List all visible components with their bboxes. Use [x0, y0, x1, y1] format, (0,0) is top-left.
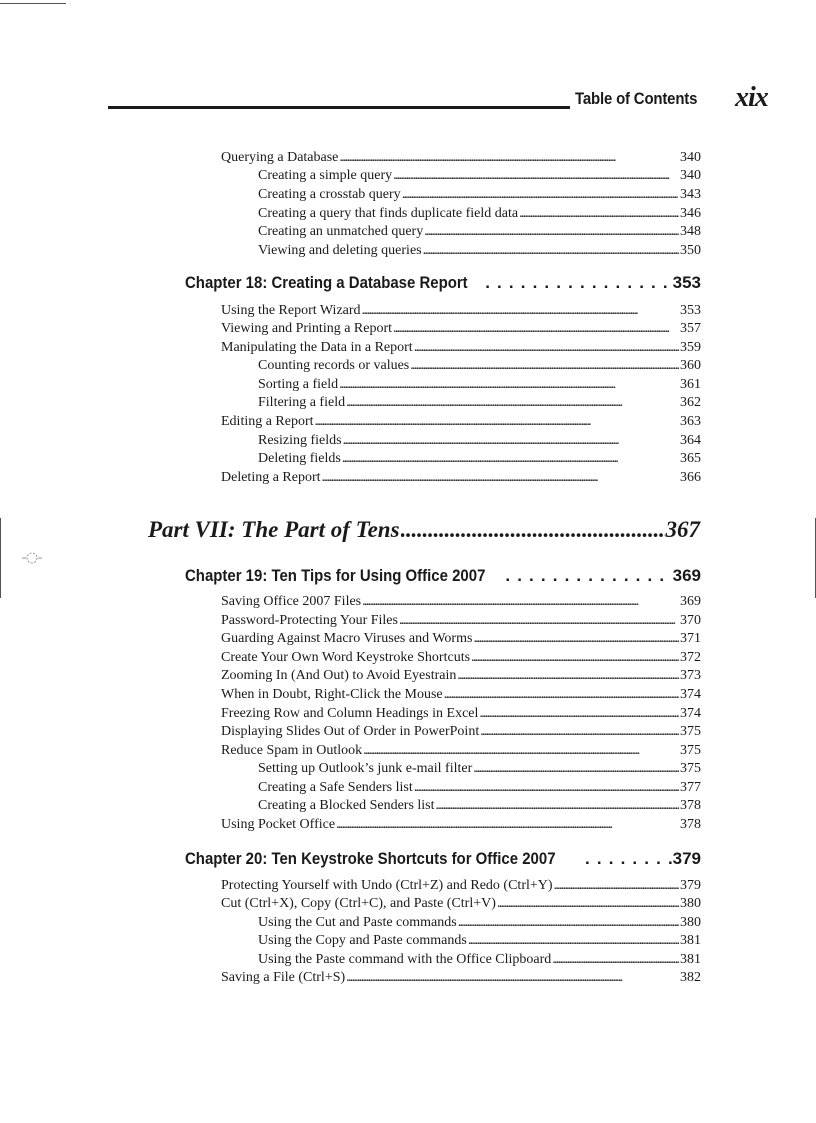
leader-dots — [471, 649, 679, 667]
toc-entry — [258, 450, 701, 468]
toc-entry-title: Manipulating the Data in a Report — [221, 340, 413, 355]
toc-page-number: 375 — [680, 724, 701, 739]
toc-page-number: 378 — [680, 798, 701, 813]
toc-page-number: 379 — [680, 878, 701, 893]
toc-entry-title: Filtering a field — [258, 395, 346, 410]
toc-page-number: 375 — [680, 743, 701, 758]
toc-entry-title: Creating a crosstab query — [258, 187, 401, 202]
chapter-page-number: 369 — [672, 566, 701, 585]
toc-entry-title: Using Pocket Office — [221, 817, 336, 832]
toc-entry-title: Using the Copy and Paste commands — [258, 933, 467, 948]
leader-dots — [479, 705, 679, 723]
leader-dots — [336, 816, 679, 834]
toc-entry — [258, 357, 701, 375]
toc-page-number: 370 — [680, 613, 701, 628]
toc-page-number: 382 — [680, 970, 701, 985]
toc-entry — [221, 413, 701, 431]
toc-page-number: 374 — [680, 706, 701, 721]
toc-entry — [258, 167, 701, 185]
part-page-number: 367 — [665, 517, 700, 542]
toc-entry-title: Resizing fields — [258, 433, 342, 448]
toc-page-number: 340 — [680, 168, 701, 183]
toc-entry-title: Editing a Report — [221, 414, 314, 429]
toc-entry — [221, 612, 701, 630]
toc-entry — [258, 760, 701, 778]
leader-dots — [393, 320, 679, 338]
toc-entry — [221, 630, 701, 648]
leader-dots — [519, 205, 679, 223]
toc-page-number: 346 — [680, 206, 701, 221]
leader-dots — [362, 593, 679, 611]
toc-page-number: 371 — [680, 631, 701, 646]
leader-dots — [552, 951, 679, 969]
toc-entry — [221, 320, 701, 338]
leader-dots — [410, 357, 679, 375]
part-title: Part VII: The Part of Tens — [148, 517, 400, 542]
toc-page-number: 359 — [680, 340, 701, 355]
toc-entry — [258, 797, 701, 815]
leader-dots — [423, 242, 679, 260]
leader-dots — [363, 742, 679, 760]
leader-dots — [497, 895, 679, 913]
toc-page-number: 364 — [680, 433, 701, 448]
toc-page-number: 361 — [680, 377, 701, 392]
toc-entry — [221, 895, 701, 913]
toc-entry-title: Saving a File (Ctrl+S) — [221, 970, 346, 985]
leader-dots — [402, 186, 679, 204]
leader-dots — [339, 149, 679, 167]
toc-page-number: 369 — [680, 594, 701, 609]
leader-dots — [457, 667, 679, 685]
toc-entry — [221, 593, 701, 611]
toc-entry-title: Creating a Safe Senders list — [258, 780, 413, 795]
toc-entry — [258, 951, 701, 969]
registration-mark-icon — [22, 548, 42, 568]
leader-dots — [436, 797, 679, 815]
leader-dots — [362, 302, 679, 320]
leader-dots — [468, 932, 679, 950]
toc-page-number: 363 — [680, 414, 701, 429]
leader-dots — [585, 848, 672, 870]
toc-entry — [221, 705, 701, 723]
toc-page-number: 343 — [680, 187, 701, 202]
toc-entry-title: Guarding Against Macro Viruses and Worms — [221, 631, 473, 646]
toc-page-number: 380 — [680, 896, 701, 911]
toc-entry-title: Deleting fields — [258, 451, 341, 466]
leader-dots — [424, 223, 679, 241]
header-rule — [108, 106, 570, 109]
toc-chapter — [185, 565, 701, 587]
toc-page-number: 353 — [680, 303, 701, 318]
toc-entry-title: Creating a query that finds duplicate field data — [258, 206, 519, 221]
leader-dots — [473, 760, 679, 778]
toc-entry-title: Using the Report Wizard — [221, 303, 361, 318]
leader-dots — [444, 686, 679, 704]
toc-entry-title: When in Doubt, Right-Click the Mouse — [221, 687, 443, 702]
toc-entry-title: Creating an unmatched query — [258, 224, 424, 239]
toc-page-number: 348 — [680, 224, 701, 239]
leader-dots — [342, 450, 679, 468]
toc-chapter — [185, 272, 701, 294]
toc-entry — [258, 394, 701, 412]
toc-page-number: 373 — [680, 668, 701, 683]
toc-entry — [258, 242, 701, 260]
toc-page-number: 381 — [680, 933, 701, 948]
toc-entry-title: Viewing and deleting queries — [258, 243, 422, 258]
toc-entry-title: Creating a Blocked Senders list — [258, 798, 435, 813]
leader-dots — [346, 394, 679, 412]
toc-entry-title: Password-Protecting Your Files — [221, 613, 398, 628]
toc-page-number: 381 — [680, 952, 701, 967]
toc-entry-title: Sorting a field — [258, 377, 339, 392]
toc-entry — [221, 816, 701, 834]
toc-page-number: 374 — [680, 687, 701, 702]
toc-entry-title: Counting records or values — [258, 358, 410, 373]
leader-dots — [401, 515, 665, 545]
leader-dots — [399, 612, 679, 630]
toc-entry — [221, 723, 701, 741]
toc-entry — [221, 667, 701, 685]
leader-dots — [322, 469, 679, 487]
leader-dots — [485, 272, 671, 294]
leader-dots — [414, 339, 679, 357]
leader-dots — [505, 565, 671, 587]
leader-dots — [473, 630, 679, 648]
leader-dots — [393, 167, 679, 185]
toc-entry-title: Using the Paste command with the Office Clipboard — [258, 952, 552, 967]
toc-entry — [258, 205, 701, 223]
chapter-title: Chapter 20: Ten Keystroke Shortcuts for Office 2007 — [185, 849, 556, 868]
page-number: xix — [735, 82, 768, 113]
toc-page-number: 365 — [680, 451, 701, 466]
toc-entry — [258, 223, 701, 241]
toc-entry-title: Reduce Spam in Outlook — [221, 743, 363, 758]
toc-entry — [221, 969, 701, 987]
running-header-title: Table of Contents — [575, 89, 698, 108]
toc-entry — [221, 877, 701, 895]
toc-part — [148, 515, 700, 545]
leader-dots — [315, 413, 679, 431]
toc-page-number: 380 — [680, 915, 701, 930]
toc-page-number: 366 — [680, 470, 701, 485]
crop-mark-top — [0, 3, 66, 4]
crop-mark-left — [0, 518, 1, 598]
toc-page-number: 350 — [680, 243, 701, 258]
toc-chapter — [185, 848, 701, 870]
toc-entry — [258, 932, 701, 950]
leader-dots — [480, 723, 679, 741]
leader-dots — [339, 376, 679, 394]
leader-dots — [343, 432, 679, 450]
toc-entry-title: Freezing Row and Column Headings in Excel — [221, 706, 479, 721]
chapter-page-number: 379 — [672, 849, 701, 868]
toc-entry — [221, 469, 701, 487]
leader-dots — [554, 877, 679, 895]
toc-entry — [221, 742, 701, 760]
toc-entry-title: Using the Cut and Paste commands — [258, 915, 457, 930]
toc-entry-title: Cut (Ctrl+X), Copy (Ctrl+C), and Paste (Ctrl+V) — [221, 896, 496, 911]
toc-entry-title: Setting up Outlook’s junk e-mail filter — [258, 761, 473, 776]
toc-entry-title: Deleting a Report — [221, 470, 321, 485]
toc-entry — [221, 686, 701, 704]
toc-page-number: 378 — [680, 817, 701, 832]
toc-entry — [258, 376, 701, 394]
toc-entry — [221, 149, 701, 167]
toc-entry-title: Creating a simple query — [258, 168, 393, 183]
toc-page-number: 357 — [680, 321, 701, 336]
chapter-title: Chapter 19: Ten Tips for Using Office 2007 — [185, 566, 486, 585]
chapter-title: Chapter 18: Creating a Database Report — [185, 273, 468, 292]
toc-page-number: 377 — [680, 780, 701, 795]
toc-entry-title: Saving Office 2007 Files — [221, 594, 362, 609]
chapter-page-number: 353 — [672, 273, 701, 292]
toc-entry-title: Querying a Database — [221, 150, 339, 165]
leader-dots — [346, 969, 679, 987]
toc-entry-title: Zooming In (And Out) to Avoid Eyestrain — [221, 668, 457, 683]
toc-entry — [258, 186, 701, 204]
toc-entry-title: Protecting Yourself with Undo (Ctrl+Z) and Redo (Ctrl+Y) — [221, 878, 553, 893]
leader-dots — [458, 914, 679, 932]
toc-page-number: 375 — [680, 761, 701, 776]
leader-dots — [414, 779, 679, 797]
toc-entry-title: Create Your Own Word Keystroke Shortcuts — [221, 650, 471, 665]
toc-page-number: 340 — [680, 150, 701, 165]
toc-entry — [258, 432, 701, 450]
toc-entry — [221, 339, 701, 357]
toc-page-number: 360 — [680, 358, 701, 373]
toc-entry — [221, 302, 701, 320]
toc-entry — [221, 649, 701, 667]
toc-entry-title: Viewing and Printing a Report — [221, 321, 393, 336]
toc-entry-title: Displaying Slides Out of Order in PowerPoint — [221, 724, 480, 739]
toc-entry — [258, 779, 701, 797]
toc-page-number: 362 — [680, 395, 701, 410]
toc-entry — [258, 914, 701, 932]
toc-page-number: 372 — [680, 650, 701, 665]
